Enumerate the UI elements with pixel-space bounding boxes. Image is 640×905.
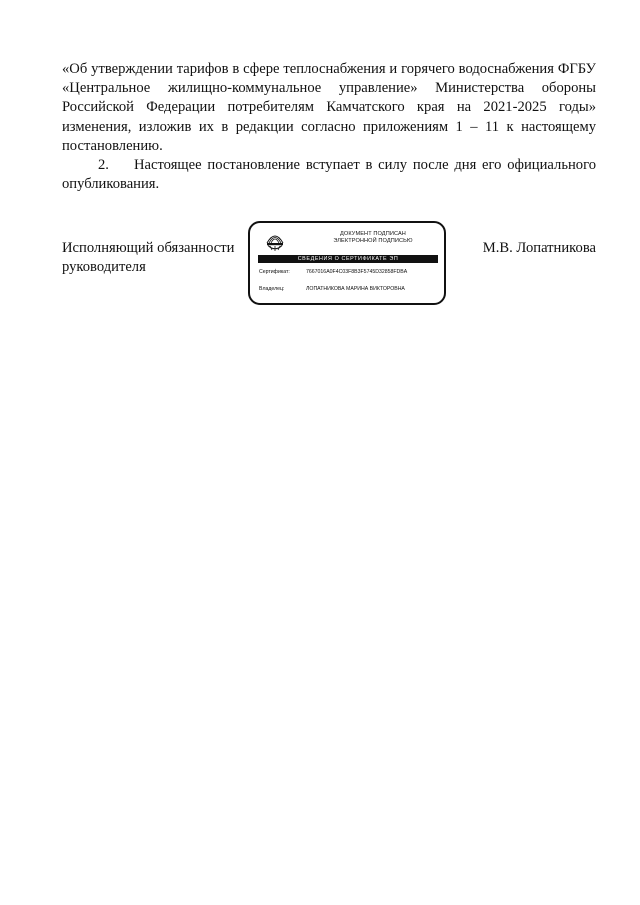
signer-position-line1: Исполняющий обязанности bbox=[62, 240, 235, 256]
signer-name: М.В. Лопатникова bbox=[482, 240, 596, 256]
owner-label: Владелец: bbox=[259, 286, 285, 292]
list-item-text: Настоящее постановление вступает в силу после дня его официального опубликования. bbox=[62, 157, 596, 193]
owner-value: ЛОПАТНИКОВА МАРИНА ВИКТОРОВНА bbox=[306, 286, 405, 292]
certificate-label: Сертификат: bbox=[259, 269, 290, 275]
signer-position-line2: руководителя bbox=[62, 259, 146, 276]
stamp-certificate-bar: СВЕДЕНИЯ О СЕРТИФИКАТЕ ЭП bbox=[258, 255, 438, 263]
stamp-certificate-row bbox=[259, 269, 407, 276]
list-item-number: 2. bbox=[98, 157, 109, 174]
coat-of-arms-icon bbox=[264, 231, 286, 253]
stamp-owner-row bbox=[259, 286, 405, 293]
document-body bbox=[62, 60, 596, 194]
stamp-title-line1: ДОКУМЕНТ ПОДПИСАН bbox=[340, 231, 406, 237]
certificate-value: 7667016A0F4C03F8B3F5745D32858FDBA bbox=[306, 269, 408, 275]
signer-position bbox=[62, 239, 234, 277]
electronic-signature-stamp bbox=[248, 221, 446, 305]
stamp-title bbox=[310, 231, 436, 245]
paragraph-continuation: «Об утверждении тарифов в сфере теплоснабжения и горячего водоснабжения ФГБУ «Центральное жилищно-коммунальное управление» Министерства обороны Российской Федерации потребителям Камчатского края на 2021-2025 годы» изменения, изложив их в редакции согласно приложениям 1 – 11 к настоящему постановлению. bbox=[62, 61, 596, 154]
stamp-title-line2: ЭЛЕКТРОННОЙ ПОДПИСЬЮ bbox=[333, 238, 413, 244]
list-item-2 bbox=[62, 156, 596, 194]
